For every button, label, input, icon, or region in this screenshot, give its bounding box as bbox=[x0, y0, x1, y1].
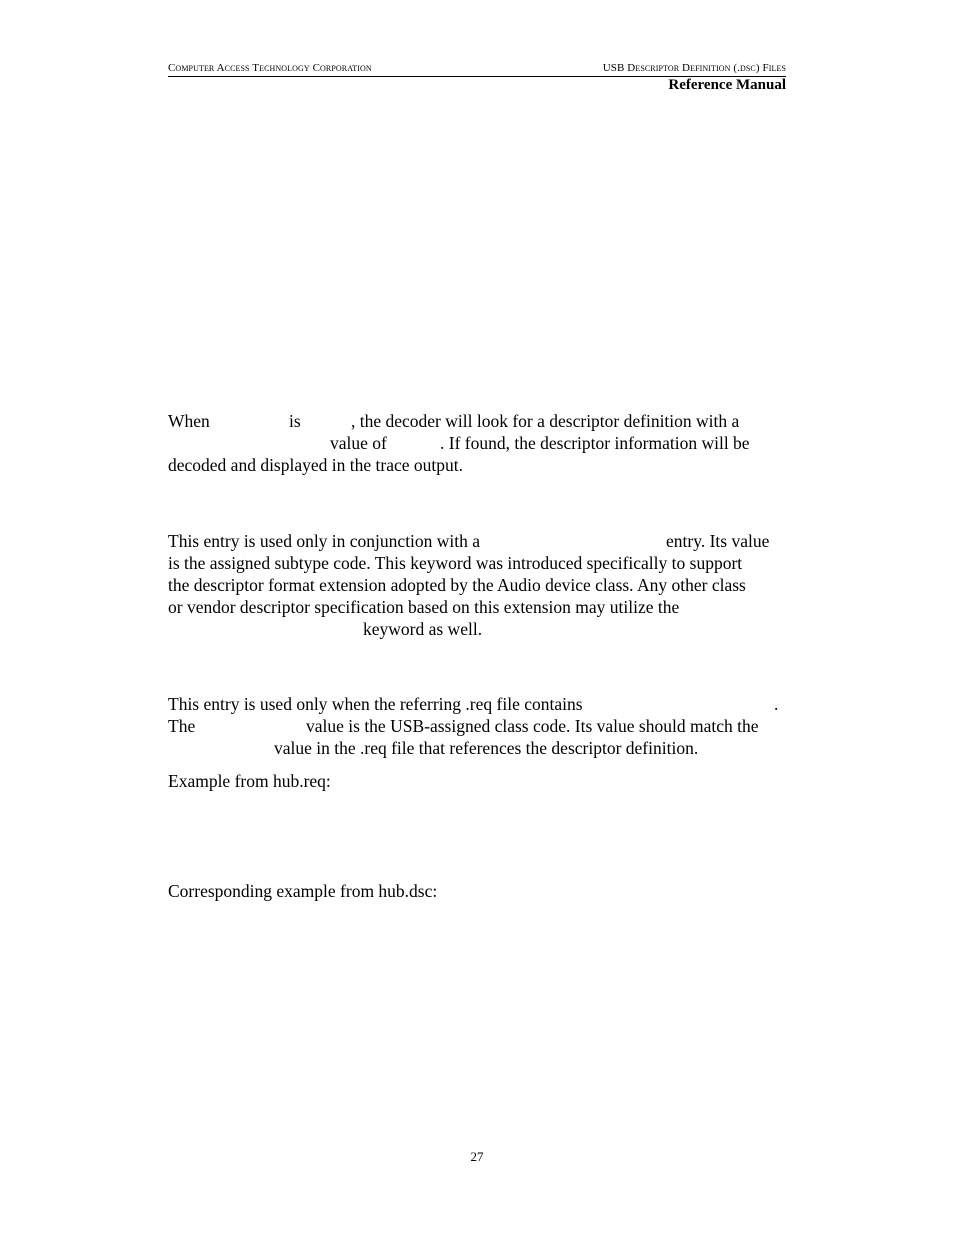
page-header bbox=[168, 60, 786, 93]
header-document-title: USB Descriptor Definition (.dsc) Files bbox=[602, 62, 786, 74]
text-fragment: The bbox=[168, 716, 196, 736]
text-line bbox=[168, 530, 782, 552]
text-fragment: Corresponding example from hub.dsc: bbox=[168, 881, 438, 901]
text-fragment: is the assigned subtype code. This keyword was introduced specifically to support bbox=[168, 553, 743, 573]
text-fragment: is bbox=[289, 411, 301, 431]
text-line bbox=[168, 574, 782, 596]
text-line bbox=[168, 432, 782, 454]
text-fragment: Example from hub.req: bbox=[168, 771, 331, 791]
header-subtitle: Reference Manual bbox=[668, 77, 786, 93]
text-line bbox=[168, 770, 782, 792]
text-line bbox=[168, 454, 782, 476]
text-fragment: This entry is used only in conjunction with a bbox=[168, 531, 481, 551]
text-fragment: . If found, the descriptor information will be bbox=[440, 433, 750, 453]
page-number: 27 bbox=[470, 1149, 484, 1164]
text-fragment: entry. Its value bbox=[666, 531, 770, 551]
example-label-hub-dsc bbox=[168, 880, 782, 902]
text-fragment: value is the USB-assigned class code. Its value should match the bbox=[306, 716, 759, 736]
text-fragment: This entry is used only when the referring .req file contains bbox=[168, 694, 583, 714]
paragraph-subtype-entry bbox=[168, 530, 782, 640]
header-company: Computer Access Technology Corporation bbox=[168, 62, 372, 74]
text-line bbox=[168, 596, 782, 618]
text-fragment: decoded and displayed in the trace output. bbox=[168, 455, 463, 475]
text-line bbox=[168, 552, 782, 574]
paragraph-decoder-lookup bbox=[168, 410, 782, 476]
text-fragment: value in the .req file that references the descriptor definition. bbox=[274, 738, 699, 758]
text-fragment: , the decoder will look for a descriptor definition with a bbox=[351, 411, 740, 431]
text-line bbox=[168, 715, 782, 737]
text-line bbox=[168, 737, 782, 759]
text-fragment: or vendor descriptor specification based on this extension may utilize the bbox=[168, 597, 680, 617]
text-line bbox=[168, 693, 782, 715]
header-rule-row bbox=[168, 60, 786, 77]
text-line bbox=[168, 880, 782, 902]
text-line bbox=[168, 618, 782, 640]
text-fragment: keyword as well. bbox=[363, 619, 483, 639]
paragraph-class-entry bbox=[168, 693, 782, 759]
text-fragment: . bbox=[774, 694, 779, 714]
text-fragment: value of bbox=[330, 433, 387, 453]
example-label-hub-req bbox=[168, 770, 782, 792]
text-fragment: the descriptor format extension adopted by the Audio device class. Any other class bbox=[168, 575, 746, 595]
text-line bbox=[168, 410, 782, 432]
text-fragment: When bbox=[168, 411, 210, 431]
